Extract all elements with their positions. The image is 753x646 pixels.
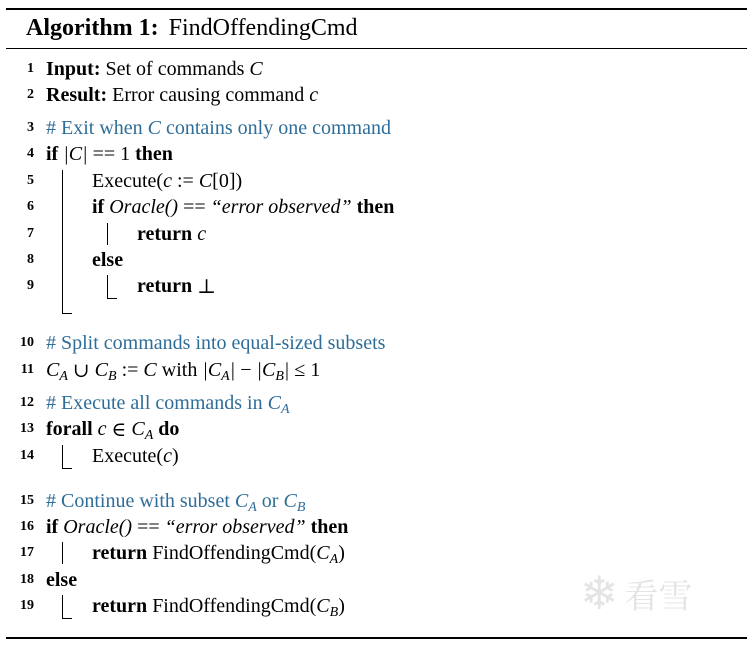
line-number: 2 [27,87,34,102]
line-number: 8 [27,252,34,267]
line-number: 19 [20,598,34,613]
line-number: 12 [20,395,34,410]
number-one: 1 [120,142,131,165]
if-block-bar-end [62,313,72,314]
bottom-rule [6,637,747,639]
algorithm-name: FindOffendingCmd [168,14,358,41]
number-one: 1 [310,358,321,381]
return-keyword: return [137,274,193,297]
assign-op: := [121,358,139,381]
leq-op: ≤ [294,358,306,381]
return-keyword: return [92,594,148,617]
or-text: or [261,489,279,512]
if-block-bar [62,170,63,314]
oracle-call: Oracle() [109,195,179,218]
line-number: 14 [20,448,34,463]
line-number: 3 [27,120,34,135]
error-observed-string: “error observed” [164,515,306,538]
line-number: 15 [20,493,34,508]
var-C-A: $C_A$ [131,417,154,443]
else-block-bar-end [107,298,117,299]
var-C: C [147,116,161,139]
recursive-call: $FindOffendingCmd(C_A)$ [152,541,345,567]
var-C: C [249,57,263,80]
comment-hash: # [46,331,56,354]
caption-rule [6,48,747,49]
do-keyword: do [158,417,180,440]
line-number: 11 [20,362,34,377]
snowflake-icon: ❄ [580,566,619,620]
cardinality-C-A: $|C_A|$ [202,358,236,384]
comment-text: Exit when [61,116,143,139]
bottom-symbol: ⊥ [197,275,216,298]
var-C-A: $C_A$ [46,358,68,384]
line-number: 17 [20,545,34,560]
result-keyword: Result: [46,83,108,106]
error-observed-string: “error observed” [210,195,352,218]
if-keyword: if [92,195,105,218]
then-keyword: then [356,195,395,218]
comment-text: contains only one command [166,116,391,139]
watermark-text: 看雪 [624,576,693,617]
return-keyword: return [137,222,193,245]
element-of-op: ∈ [111,418,127,441]
var-c: c [97,417,107,440]
return-keyword: return [92,541,148,564]
else2-block-bar-end [62,618,72,619]
var-C-B: $C_B$ [94,358,117,384]
result-text: Error causing command [112,83,305,106]
line-number: 18 [20,572,34,587]
input-keyword: Input: [46,57,101,80]
var-c: c [309,83,319,106]
if2-block-bar [62,542,63,564]
oracle-call: Oracle() [63,515,133,538]
comment-hash: # [46,116,56,139]
line-number: 5 [27,173,34,188]
var-C-A: $C_A$ [234,489,257,515]
var-C-B: $C_B$ [283,489,306,515]
execute-call: Execute(c) [92,444,179,467]
forall-block-bar [62,445,63,469]
forall-block-bar-end [62,468,72,469]
line-number: 6 [27,199,34,214]
comment-hash: # [46,489,56,512]
eqeq-op: == [183,195,206,218]
line-number: 7 [27,226,34,241]
var-C-A: $C_A$ [267,391,290,417]
comment-hash: # [46,391,56,414]
else-keyword: else [46,568,78,591]
algorithm-label: Algorithm 1: [26,14,159,41]
comment-text: Continue with subset [61,489,230,512]
eqeq-op: == [92,142,116,165]
line-number: 9 [27,278,34,293]
then-keyword: then [310,515,349,538]
watermark [580,566,693,620]
then-block-bar [107,223,108,245]
union-op: ∪ [72,359,90,382]
line-number: 10 [20,335,34,350]
line-number: 4 [27,146,34,161]
input-text: Set of commands [105,57,245,80]
line-number: 1 [27,61,34,76]
forall-keyword: forall [46,417,93,440]
line-number: 13 [20,421,34,436]
execute-call: Execute(c := C[0]) [92,169,243,192]
else-block-bar [107,275,108,299]
cardinality-C-B: $|C_B|$ [256,358,290,384]
var-C: C [143,358,157,381]
with-text: with [161,358,198,381]
line-number: 16 [20,519,34,534]
minus-op: − [240,358,252,381]
cardinality-C: |C| [63,142,88,165]
else-keyword: else [92,248,124,271]
comment-text: Execute all commands in [61,391,263,414]
eqeq-op: == [137,515,160,538]
if-keyword: if [46,142,59,165]
then-keyword: then [135,142,173,165]
comment-text: Split commands into equal-sized subsets [61,331,386,354]
else2-block-bar [62,595,63,619]
algorithm-caption [26,10,358,46]
recursive-call: $FindOffendingCmd(C_B)$ [152,594,345,620]
if-keyword: if [46,515,59,538]
var-c: c [197,222,207,245]
